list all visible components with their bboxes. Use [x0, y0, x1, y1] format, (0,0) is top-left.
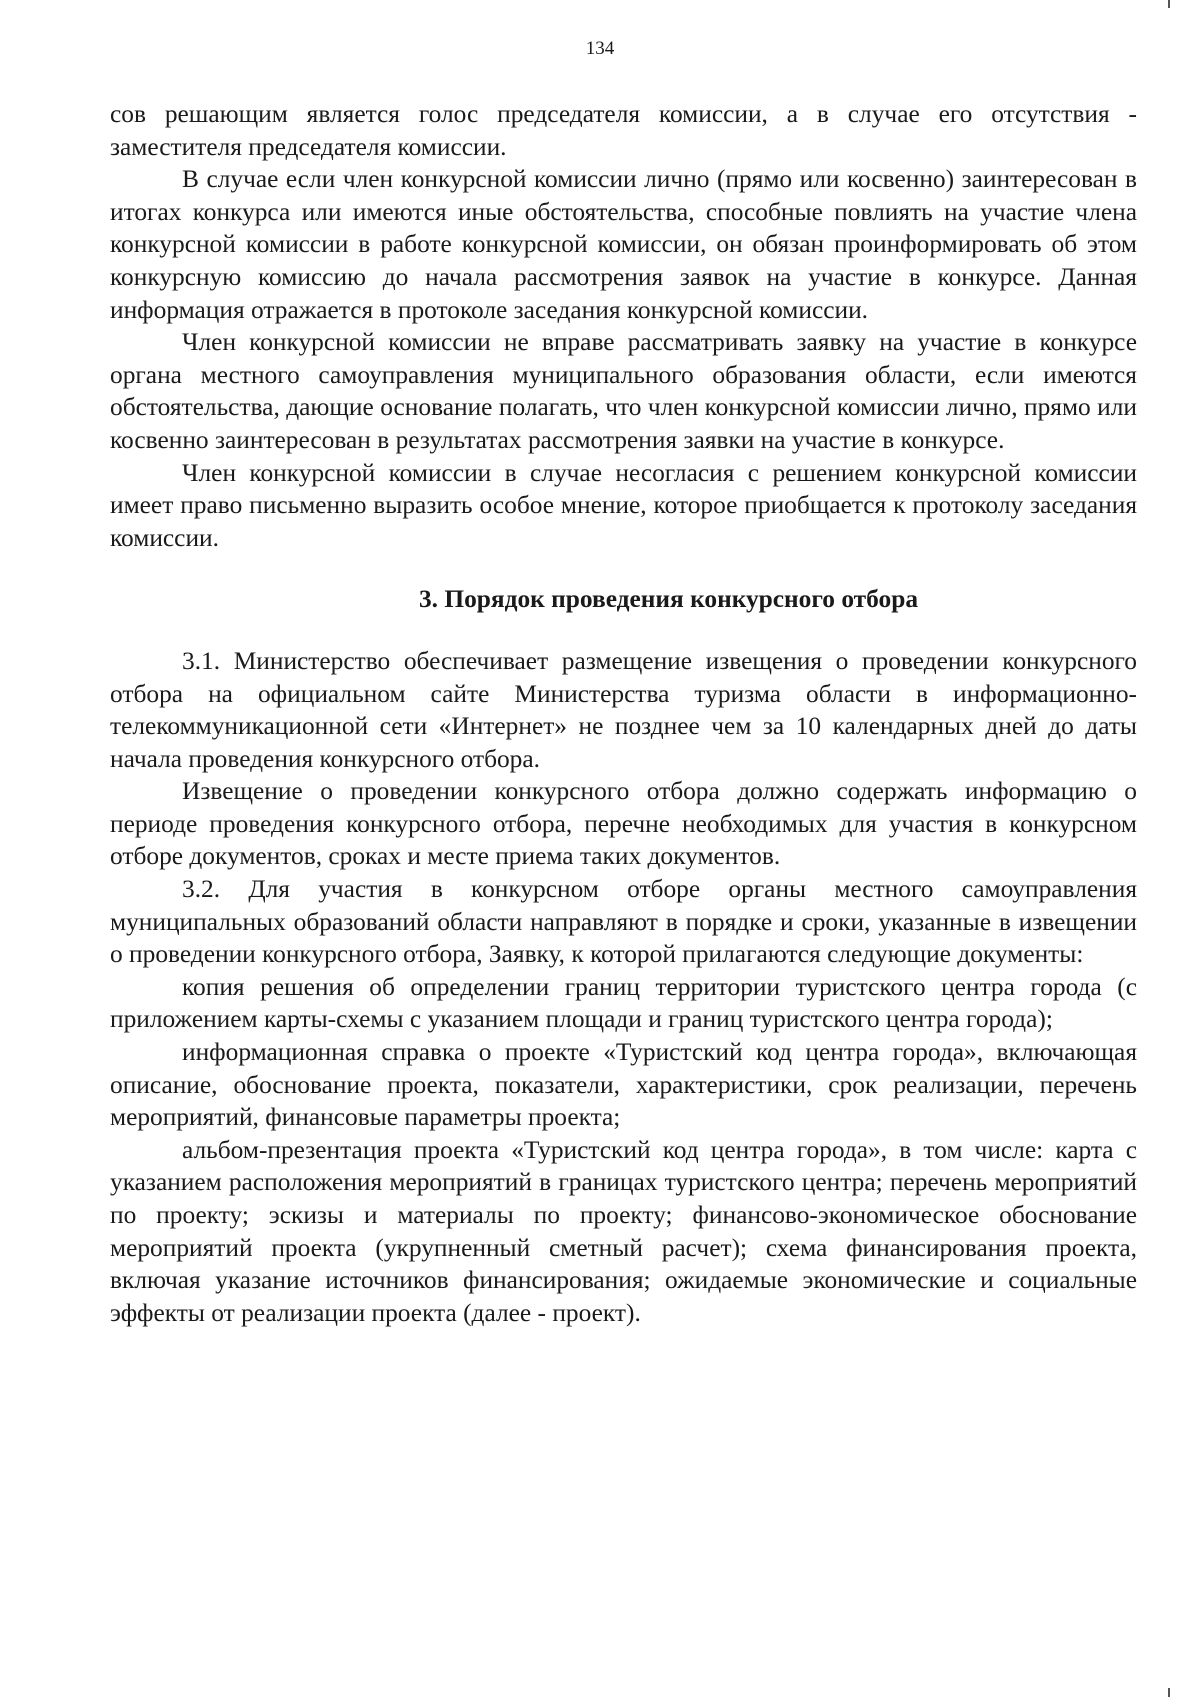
paragraph: сов решающим является голос председателя комиссии, а в случае его отсутствия - заместителя председателя комиссии. [110, 100, 1137, 161]
list-item: альбом-презентация проекта «Туристский код центра города», в том числе: карта с указанием расположения мероприятий в границах туристского центра; перечень мероприятий по проекту; эскизы и материалы по проекту; финансово-экономическое обоснование мероприятий проекта (укрупненный сметный расчет); схема финансирования проекта, включая указание источников финансирования; ожидаемые экономические и социальные эффекты от реализации проекта (далее - проект). [110, 1135, 1137, 1327]
document-body [110, 98, 1137, 1329]
scan-artifact [1168, 1688, 1170, 1697]
paragraph: 3.2. Для участия в конкурсном отборе органы местного самоуправления муниципальных образований области направляют в порядке и сроки, указанные в извещении о проведении конкурсного отбора, Заявку, к которой прилагаются следующие документы: [110, 875, 1137, 969]
list-item: копия решения об определении границ территории туристского центра города (с приложением карты-схемы с указанием площади и границ туристского центра города); [110, 972, 1137, 1034]
list-item: информационная справка о проекте «Туристский код центра города», включающая описание, обоснование проекта, показатели, характеристики, срок реализации, перечень мероприятий, финансовые параметры проекта; [110, 1038, 1137, 1132]
scan-artifact [1168, 0, 1170, 8]
page-number: 134 [585, 38, 615, 59]
paragraph: Член конкурсной комиссии не вправе рассматривать заявку на участие в конкурсе органа местного самоуправления муниципального образования области, если имеются обстоятельства, дающие основание полагать, что член конкурсной комиссии лично, прямо или косвенно заинтересован в результатах рассмотрения заявки на участие в конкурсе. [110, 328, 1137, 454]
paragraph: Извещение о проведении конкурсного отбора должно содержать информацию о периоде проведения конкурсного отбора, перечне необходимых для участия в конкурсном отборе документов, сроках и месте приема таких документов. [110, 777, 1137, 871]
paragraph: 3.1. Министерство обеспечивает размещение извещения о проведении конкурсного отбора на официальном сайте Министерства туризма области в информационно-телекоммуникационной сети «Интернет» не позднее чем за 10 календарных дней до даты начала проведения конкурсного отбора. [110, 646, 1137, 773]
section-heading: 3. Порядок проведения конкурсного отбора [418, 585, 919, 614]
paragraph: В случае если член конкурсной комиссии лично (прямо или косвенно) заинтересован в итогах конкурса или имеются иные обстоятельства, способные повлиять на участие члена конкурсной комиссии в работе конкурсной комиссии, он обязан проинформировать об этом конкурсную комиссию до начала рассмотрения заявок на участие в конкурсе. Данная информация отражается в протоколе заседания конкурсной комиссии. [110, 165, 1137, 324]
paragraph: Член конкурсной комиссии в случае несогласия с решением конкурсной комиссии имеет право письменно выразить особое мнение, которое приобщается к протоколу заседания комиссии. [110, 458, 1137, 552]
